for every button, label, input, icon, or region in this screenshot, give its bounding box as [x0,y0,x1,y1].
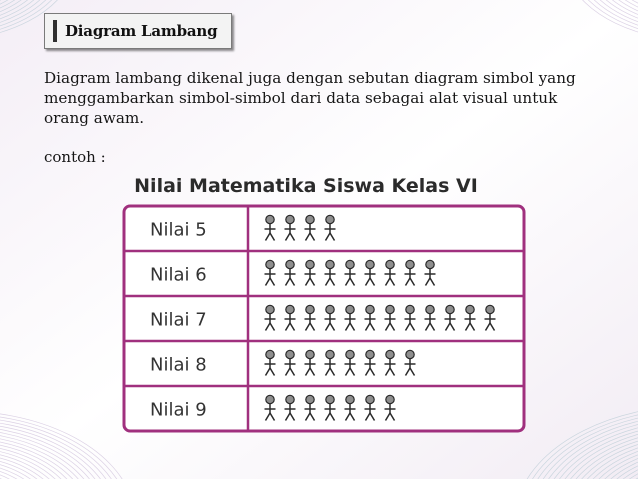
example-label: contoh : [44,148,106,166]
slide-heading: Diagram Lambang [65,22,218,40]
row-label: Nilai 9 [150,399,207,421]
row-label: Nilai 5 [150,219,207,241]
chart-title: Nilai Matematika Siswa Kelas VI [134,175,478,197]
pictogram-chart [110,168,534,436]
slide-heading-box [44,13,232,49]
heading-accent-bar [53,20,57,42]
row-label: Nilai 8 [150,354,207,376]
row-label: Nilai 6 [150,264,207,286]
slide-description: Diagram lambang dikenal juga dengan sebutan diagram simbol yang menggambarkan simbol-simbol dari data sebagai alat visual untuk orang awam. [44,69,576,127]
row-label: Nilai 7 [150,309,207,331]
